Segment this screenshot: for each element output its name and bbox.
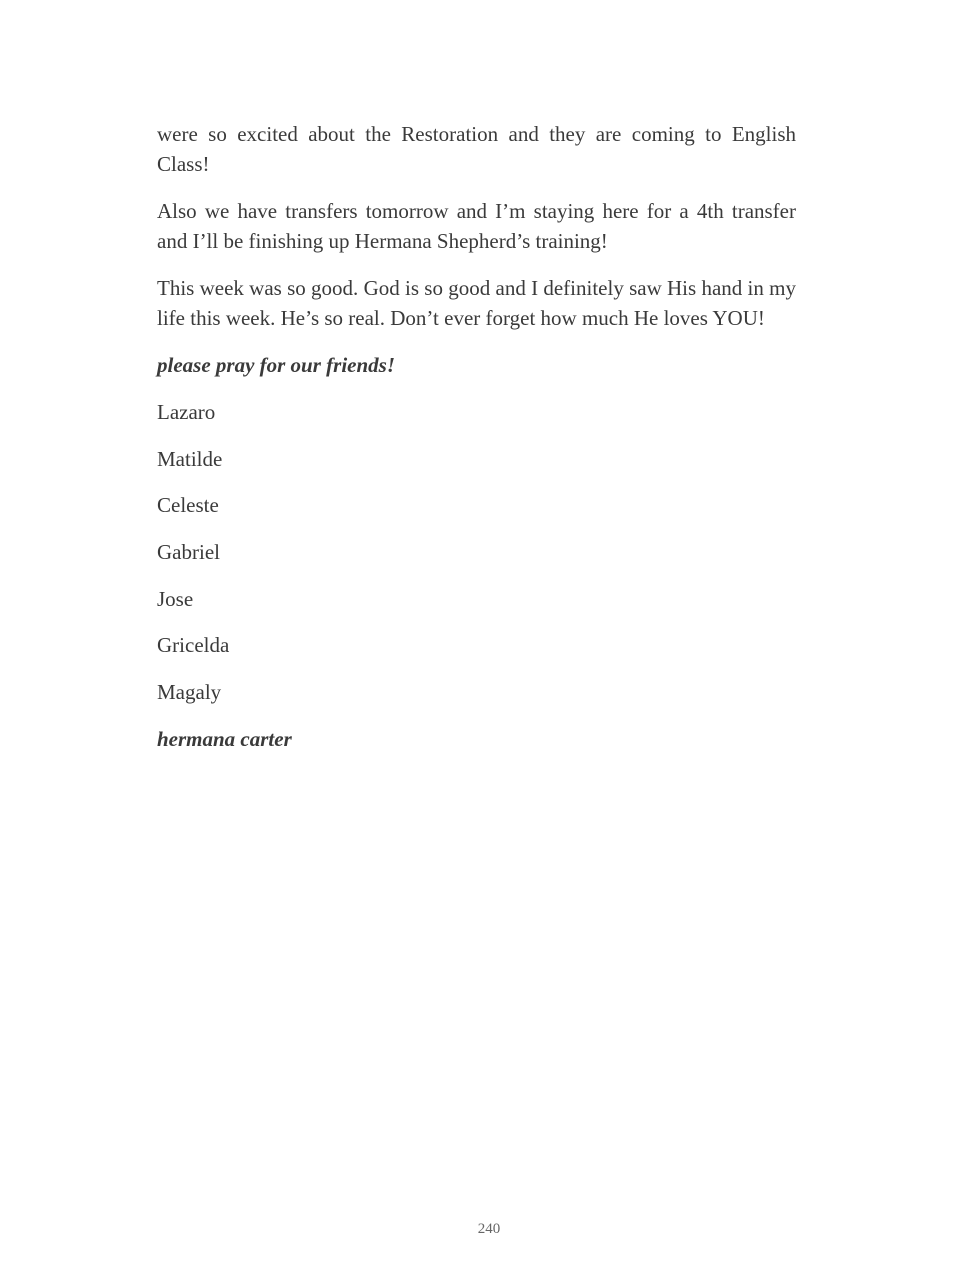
list-item: Lazaro [157, 400, 216, 424]
list-item: Celeste [157, 493, 219, 518]
paragraph-testimony: This week was so good. God is so good and I definitely saw His hand in my life this week. He’s so real. Don’t ever forget how much He loves YOU! [157, 276, 796, 330]
prayer-heading: please pray for our friends! [157, 353, 396, 377]
list-item: Gabriel [157, 540, 220, 565]
paragraph-restoration: were so excited about the Restoration and they are coming to English Class! [157, 122, 796, 176]
page-content [157, 119, 796, 754]
list-item: Matilde [157, 446, 223, 471]
friends-list [157, 397, 796, 707]
list-item: Jose [157, 586, 194, 611]
paragraph-transfers: Also we have transfers tomorrow and I’m staying here for a 4th transfer and I’ll be finishing up Hermana Shepherd’s training! [157, 199, 796, 253]
list-item: Magaly [157, 680, 222, 705]
page-number: 240 [477, 1221, 501, 1237]
list-item: Gricelda [157, 633, 230, 658]
signature: hermana carter [157, 726, 292, 751]
